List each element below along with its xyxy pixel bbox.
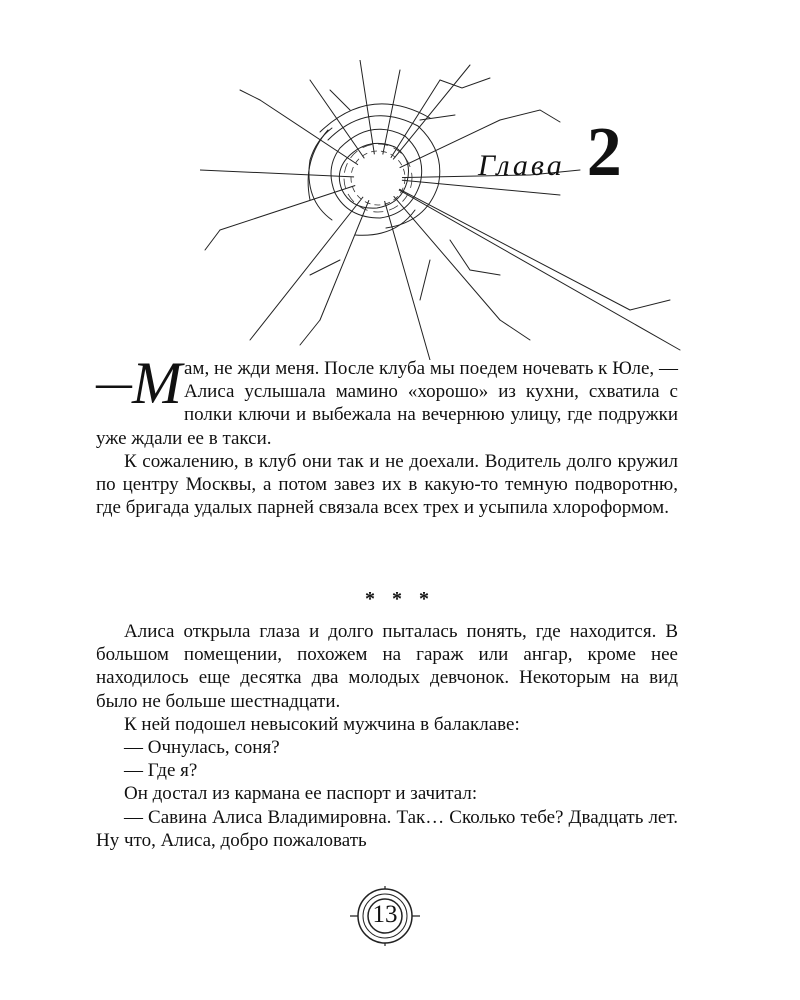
paragraph: Алиса открыла глаза и долго пыталась понять, где находится. В большом помещении, похожем на гараж или ангар, кроме нее находилось еще десятка два молодых девчонок. Некоторым на вид было не больше шестнадцати. — [96, 621, 678, 712]
paragraph: Он достал из кармана ее паспорт и зачитал: — [124, 783, 478, 805]
chapter-word: Глава — [478, 149, 565, 182]
text-block-scene — [96, 620, 678, 852]
opening-text: ам, не жди меня. После клуба мы поедем ночевать к Юле, — Алиса услышала мамино «хорошо» из кухни, схватила с полки ключи и выбежала на вечернюю улицу, где подружки уже ждали ее в такси. — [96, 358, 678, 449]
opening-paragraph — [96, 350, 678, 450]
dialogue-line: — Где я? — [124, 760, 198, 782]
page-number-ornament — [350, 886, 420, 946]
chapter-heading — [478, 114, 622, 198]
dialogue-line: — Очнулась, соня? — [124, 737, 280, 759]
page-number: 13 — [372, 901, 398, 928]
chapter-number: 2 — [586, 114, 622, 191]
shattered-glass-icon — [200, 60, 690, 360]
text-block-opening — [96, 350, 678, 519]
paragraph: К ней подошел невысокий мужчина в балаклаве: — [124, 713, 520, 735]
dropcap-group — [96, 350, 182, 416]
paragraph: К сожалению, в клуб они так и не доехали. Водитель долго кружил по центру Москвы, а потом завез их в какую-то темную подворотню, где бригада удалых парней связала всех трех и усыпила хлороформом. — [96, 450, 678, 519]
scene-divider: * * * — [365, 588, 435, 610]
dialogue-dash: — — [96, 363, 132, 403]
dropcap-letter: М — [132, 350, 182, 416]
dialogue-line: — Савина Алиса Владимировна. Так… Сколько тебе? Двадцать лет. Ну что, Алиса, добро пожаловать — [96, 806, 678, 851]
